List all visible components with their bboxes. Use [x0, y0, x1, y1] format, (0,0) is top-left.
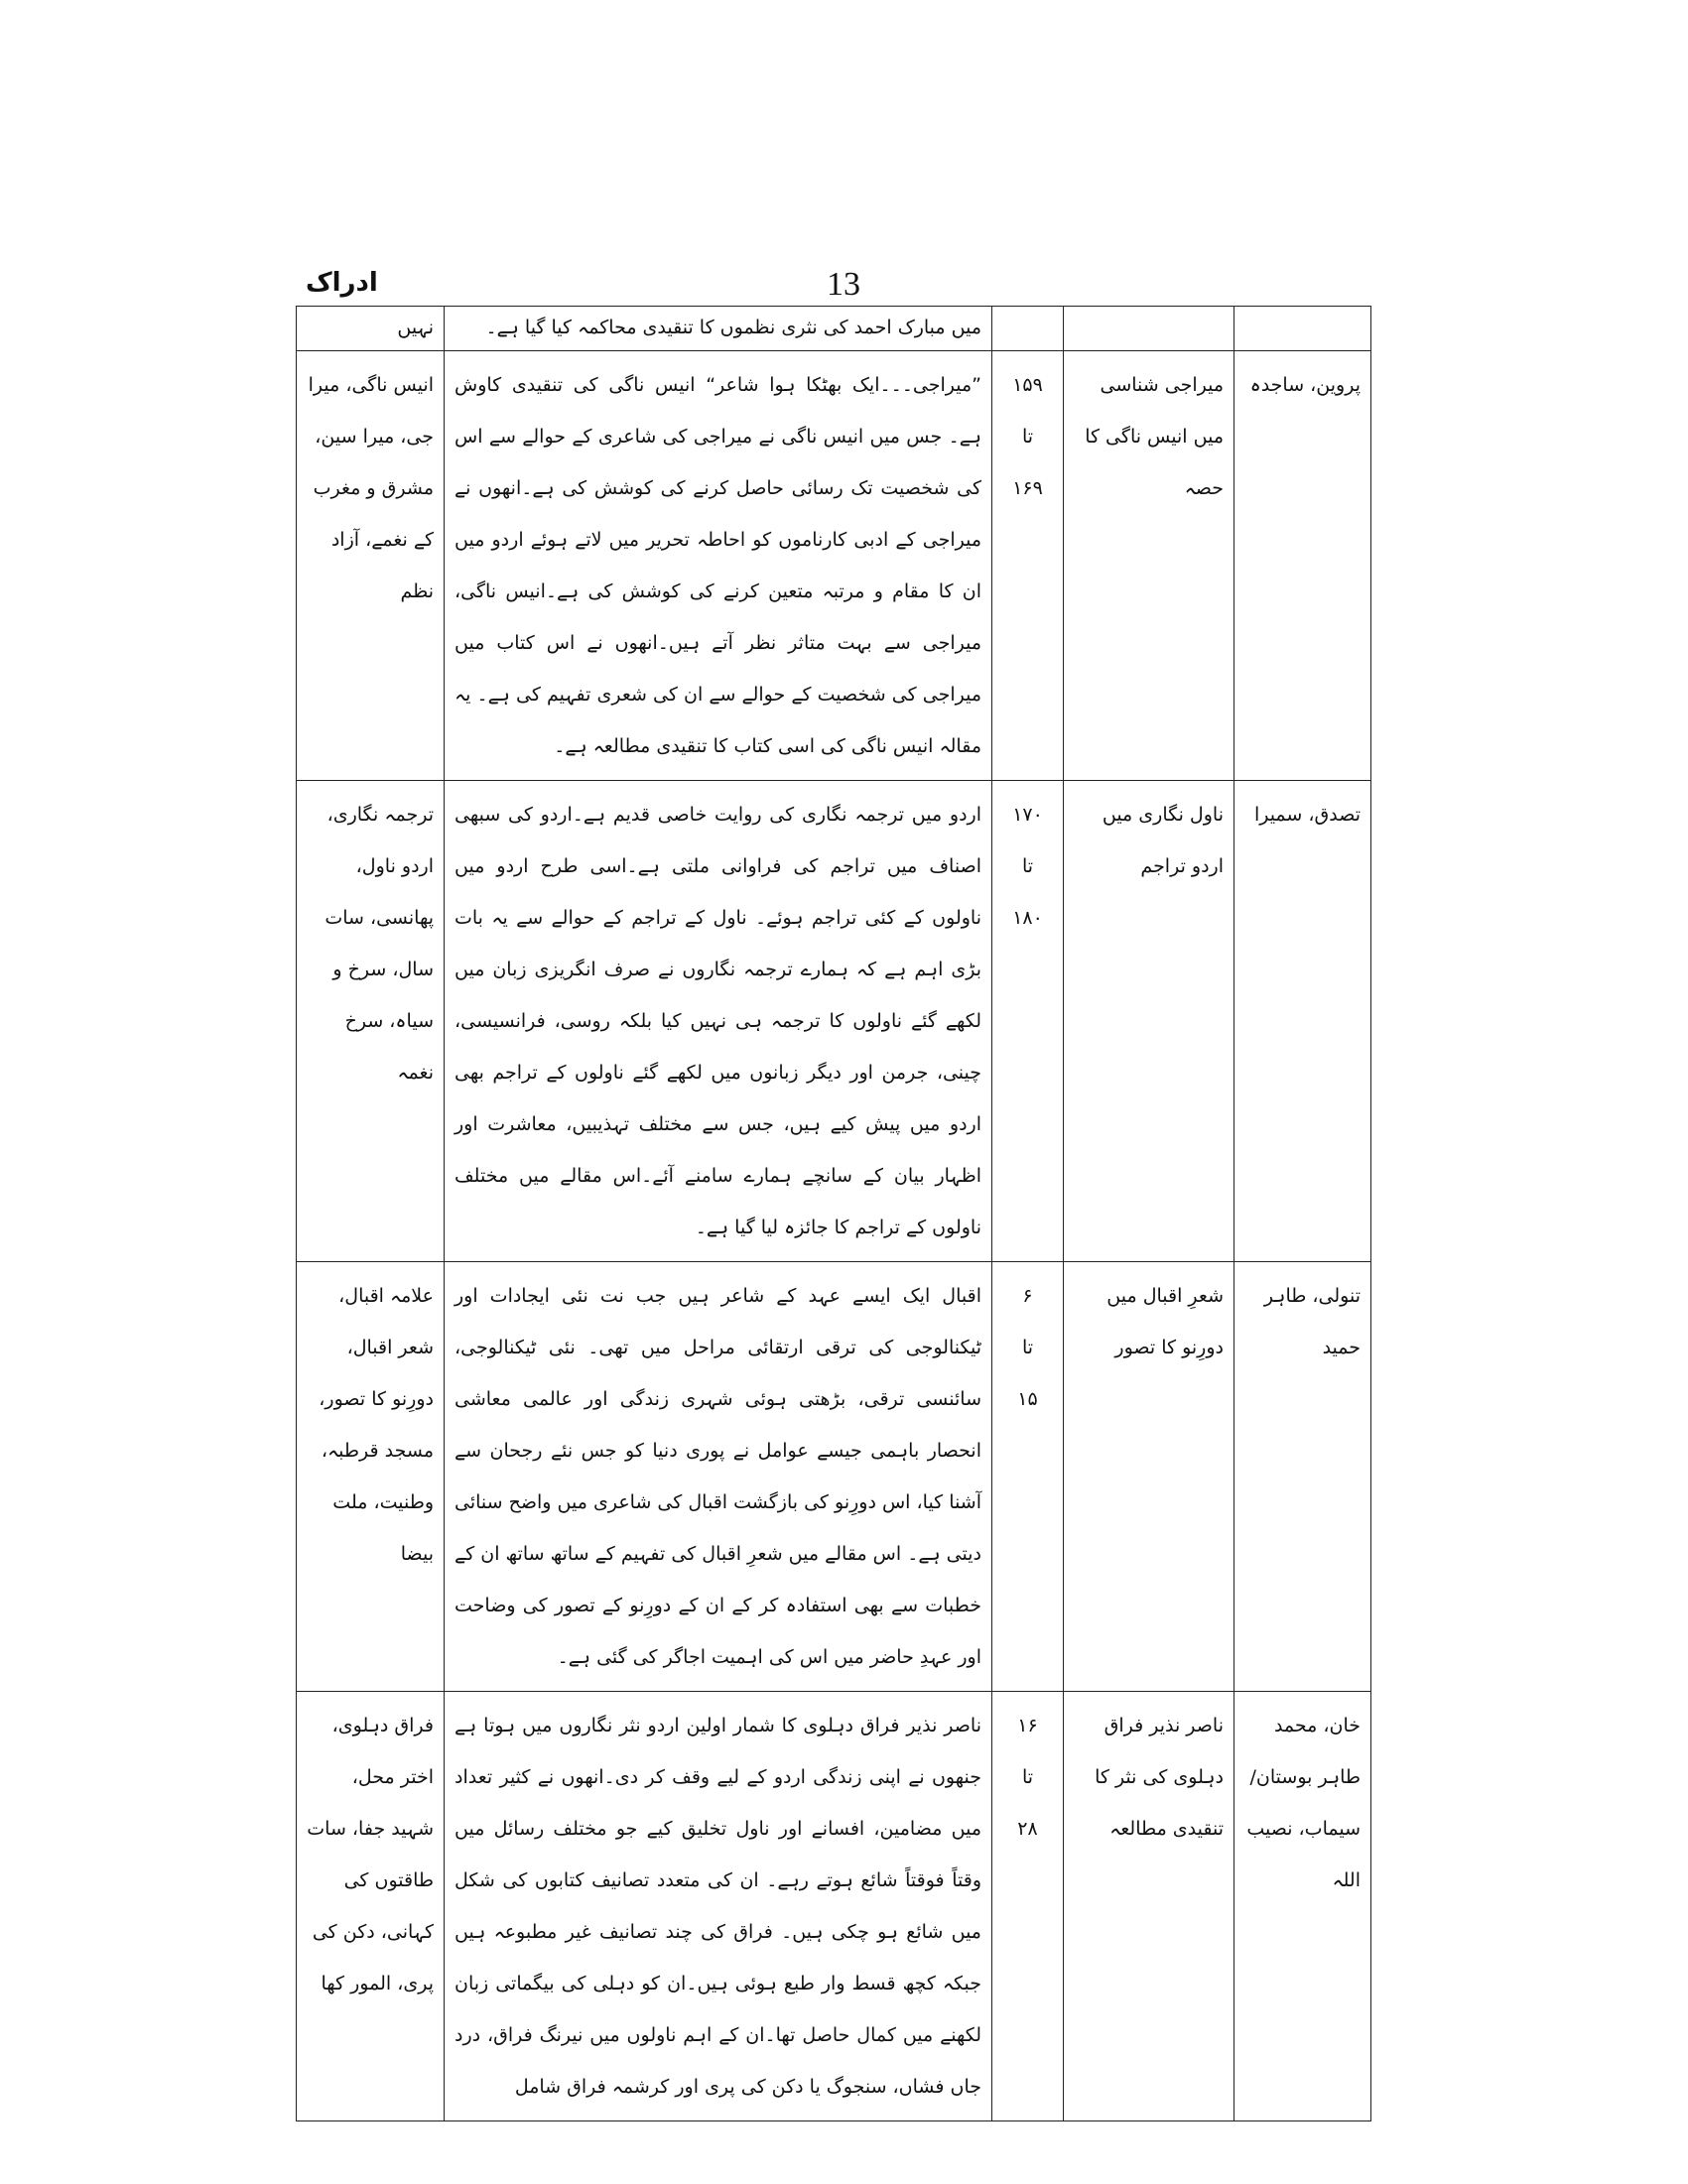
pages-cell	[992, 307, 1064, 351]
pages-cell	[992, 781, 1064, 1262]
page-range-word: تا	[1021, 426, 1034, 448]
page-start: ۱۵۹	[1012, 374, 1043, 396]
keywords-cell: ترجمہ نگاری، اردو ناول، پھانسی، سات سال، سرخ و سیاہ، سرخ نغمہ	[297, 781, 445, 1262]
page-end: ۱۸۰	[1012, 907, 1043, 929]
table-row	[297, 781, 1371, 1262]
table-row	[297, 1262, 1371, 1692]
page-start: ۱۶	[1017, 1715, 1038, 1736]
table-row	[297, 351, 1371, 781]
table-row	[297, 1692, 1371, 2121]
title-cell: میراجی شناسی میں انیس ناگی کا حصہ	[1064, 351, 1234, 781]
author-cell: خان، محمد طاہر بوستان/ سیماب، نصیب اللہ	[1234, 1692, 1371, 2121]
pages-cell	[992, 1262, 1064, 1692]
page-range-word: تا	[1021, 855, 1034, 877]
abstract-cell: ناصر نذیر فراق دہلوی کا شمار اولین اردو نثر نگاروں میں ہوتا ہے جنھوں نے اپنی زندگی اردو کے لیے وقف کر دی۔انھوں نے کثیر تعداد میں مضامین، افسانے اور ناول تخلیق کیے جو مختلف رسائل میں وقتاً فوقتاً شائع ہوتے رہے۔ ان کی متعدد تصانیف کتابوں کی شکل میں شائع ہو چکی ہیں۔ فراق کی چند تصانیف غیر مطبوعہ ہیں جبکہ کچھ قسط وار طبع ہوئی ہیں۔ان کو دہلی کی بیگماتی زبان لکھنے میں کمال حاصل تھا۔ان کے اہم ناولوں میں نیرنگ فراق، درد جاں فشاں، سنجوگ یا دکن کی پری اور کرشمہ فراق شامل	[445, 1692, 992, 2121]
keywords-cell: فراق دہلوی، اختر محل، شہید جفا، سات طاقتوں کی کہانی، دکن کی پری، المور کھا	[297, 1692, 445, 2121]
title-cell	[1064, 307, 1234, 351]
page-range-word: تا	[1021, 1766, 1034, 1788]
page-start: ۶	[1022, 1285, 1033, 1307]
page-end: ۱۵	[1017, 1388, 1038, 1410]
abstract-cell: ”میراجی۔۔۔ایک بھٹکا ہوا شاعر“ انیس ناگی کی تنقیدی کاوش ہے۔ جس میں انیس ناگی نے میراجی کی شاعری کے حوالے سے اس کی شخصیت تک رسائی حاصل کرنے کی کوشش کی ہے۔انھوں نے میراجی کے ادبی کارناموں کو احاطہ تحریر میں لاتے ہوئے اردو میں ان کا مقام و مرتبہ متعین کرنے کی کوشش کی ہے۔انیس ناگی، میراجی سے بہت متاثر نظر آتے ہیں۔انھوں نے اس کتاب میں میراجی کی شخصیت کے حوالے سے ان کی شعری تفہیم کی ہے۔ یہ مقالہ انیس ناگی کی اسی کتاب کا تنقیدی مطالعہ ہے۔	[445, 351, 992, 781]
title-cell: شعرِ اقبال میں دورِنو کا تصور	[1064, 1262, 1234, 1692]
keywords-cell: علامہ اقبال، شعر اقبال، دورِنو کا تصور، مسجد قرطبہ، وطنیت، ملت بیضا	[297, 1262, 445, 1692]
page-start: ۱۷۰	[1012, 804, 1043, 826]
page-number: 13	[827, 266, 860, 303]
keywords-cell: انیس ناگی، میرا جی، میرا سین، مشرق و مغرب کے نغمے، آزاد نظم	[297, 351, 445, 781]
journal-title: ادراک	[306, 268, 378, 298]
pages-cell	[992, 1692, 1064, 2121]
keywords-cell: نہیں	[297, 307, 445, 351]
table-row-continuation	[297, 307, 1371, 351]
article-index-table	[296, 306, 1371, 2121]
abstract-cell: میں مبارک احمد کی نثری نظموں کا تنقیدی محاکمہ کیا گیا ہے۔	[445, 307, 992, 351]
author-cell: پروین، ساجدہ	[1234, 351, 1371, 781]
author-cell	[1234, 307, 1371, 351]
author-cell: تنولی، طاہر حمید	[1234, 1262, 1371, 1692]
abstract-cell: اردو میں ترجمہ نگاری کی روایت خاصی قدیم ہے۔اردو کی سبھی اصناف میں تراجم کی فراوانی ملتی ہے۔اسی طرح اردو میں ناولوں کے کئی تراجم ہوئے۔ ناول کے تراجم کے حوالے سے یہ بات بڑی اہم ہے کہ ہمارے ترجمہ نگاروں نے صرف انگریزی زبان میں لکھے گئے ناولوں کا ترجمہ ہی نہیں کیا بلکہ روسی، فرانسیسی، چینی، جرمن اور دیگر زبانوں میں لکھے گئے ناولوں کے تراجم بھی اردو میں پیش کیے ہیں، جس سے مختلف تہذیبیں، معاشرت اور اظہار بیان کے سانچے ہمارے سامنے آئے۔اس مقالے میں مختلف ناولوں کے تراجم کا جائزہ لیا گیا ہے۔	[445, 781, 992, 1262]
title-cell: ناول نگاری میں اردو تراجم	[1064, 781, 1234, 1262]
author-cell: تصدق، سمیرا	[1234, 781, 1371, 1262]
abstract-cell: اقبال ایک ایسے عہد کے شاعر ہیں جب نت نئی ایجادات اور ٹیکنالوجی کی ترقی ارتقائی مراحل میں تھی۔ نئی ٹیکنالوجی، سائنسی ترقی، بڑھتی ہوئی شہری زندگی اور عالمی معاشی انحصار باہمی جیسے عوامل نے پوری دنیا کو جس نئے رجحان سے آشنا کیا، اس دورِنو کی بازگشت اقبال کی شاعری میں واضح سنائی دیتی ہے۔ اس مقالے میں شعرِ اقبال کی تفہیم کے ساتھ ساتھ ان کے خطبات سے بھی استفادہ کر کے ان کے دورِنو کے تصور کی وضاحت اور عہدِ حاضر میں اس کی اہمیت اجاگر کی گئی ہے۔	[445, 1262, 992, 1692]
page-range-word: تا	[1021, 1337, 1034, 1358]
pages-cell	[992, 351, 1064, 781]
title-cell: ناصر نذیر فراق دہلوی کی نثر کا تنقیدی مطالعہ	[1064, 1692, 1234, 2121]
page-end: ۱۶۹	[1012, 477, 1043, 499]
page-end: ۲۸	[1017, 1818, 1038, 1840]
